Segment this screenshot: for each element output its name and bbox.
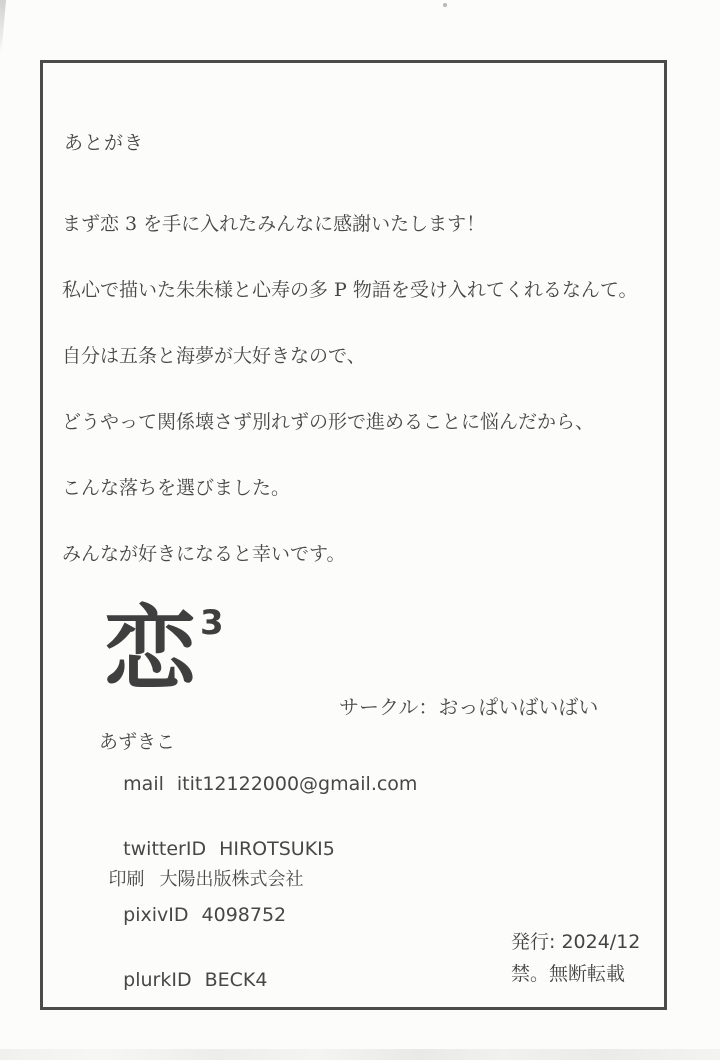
contact-label: twitterID	[123, 838, 207, 861]
reproduction-notice: 禁。無断転載	[511, 963, 626, 985]
afterword-line: 自分は五条と海夢が大好きなので、	[62, 345, 366, 367]
author-name: あずきこ	[99, 731, 176, 753]
contact-value: BECK4	[204, 968, 268, 991]
afterword-paragraph	[62, 169, 638, 587]
contact-label: mail	[123, 772, 164, 795]
scan-speck	[443, 3, 447, 7]
scan-edge-streak	[0, 0, 7, 52]
publication-date: 発行: 2024/12	[511, 931, 641, 953]
contact-row-mail	[99, 752, 417, 817]
book-title-kanji: 恋	[104, 596, 197, 703]
book-title-exponent: 3	[200, 603, 224, 643]
contact-label: pixivID	[123, 903, 189, 926]
afterword-line: 私心で描いた朱朱様と心寿の多 P 物語を受け入れてくれるなんて。	[62, 279, 638, 301]
afterword-line: まず恋 3 を手に入れたみんなに感謝いたします！	[62, 213, 486, 235]
afterword-heading: あとがき	[64, 132, 145, 154]
contact-row-plurk	[99, 948, 417, 1013]
afterword-line: どうやって関係壊さず別れずの形で進めることに悩んだから、	[62, 411, 595, 433]
afterword-line: こんな落ちを選びました。	[62, 477, 291, 499]
contact-value: 4098752	[201, 903, 287, 926]
afterword-line: みんなが好きになると幸いです。	[62, 543, 346, 565]
contact-label: plurkID	[123, 968, 192, 991]
contact-row-pixiv	[99, 883, 417, 948]
printer-line	[97, 844, 303, 891]
printer-label: 印刷	[108, 869, 145, 890]
contact-value: HIROTSUKI5	[219, 838, 335, 861]
contact-value: itit12122000@gmail.com	[176, 772, 418, 795]
printer-name: 大陽出版株式会社	[159, 869, 304, 890]
scan-bottom-band	[0, 1049, 720, 1060]
circle-name: サークル：おっぱいばいばい	[339, 695, 599, 719]
book-title	[104, 596, 224, 703]
